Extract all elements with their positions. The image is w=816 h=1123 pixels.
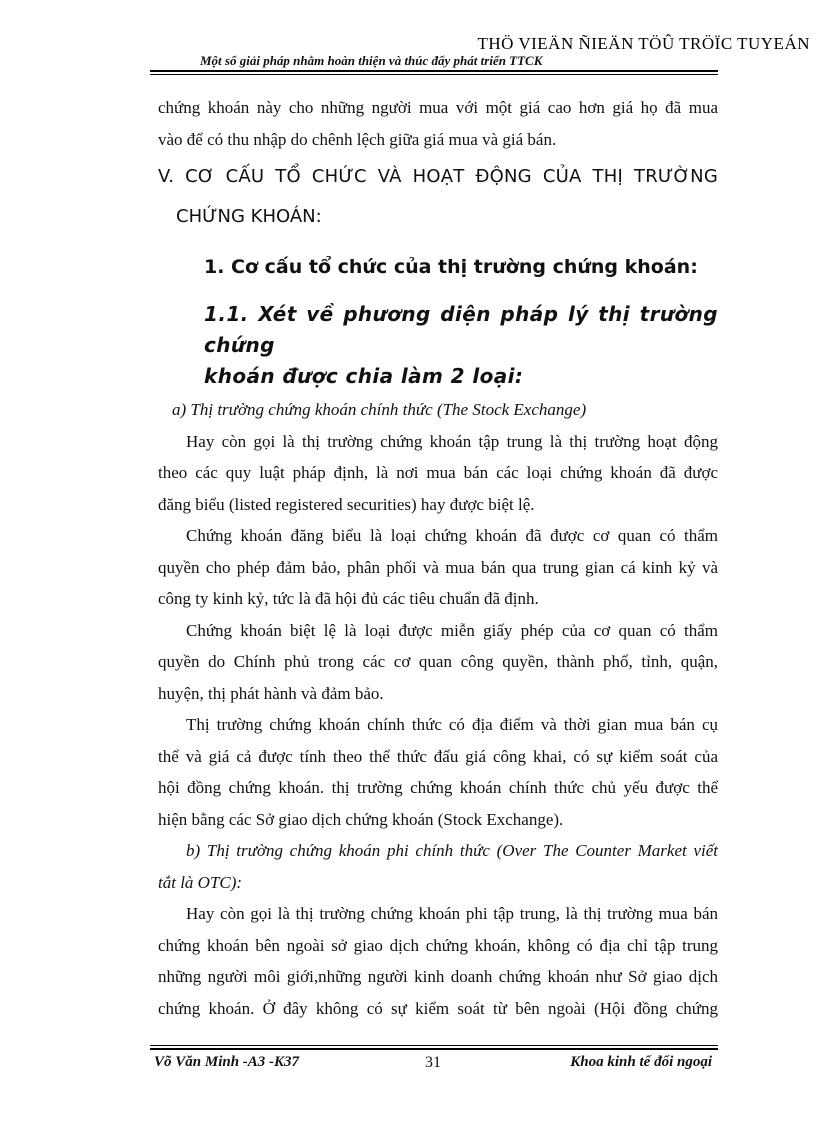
paragraph-line: Chứng khoán đăng biểu là loại chứng khoán đã được cơ quan có thẩm (186, 526, 718, 545)
paragraph-line: quyền cho phép đảm bảo, phân phối và mua bán qua trung gian cá kinh kỷ và (158, 557, 718, 577)
intro-line: chứng khoán này cho những người mua với một giá cao hơn giá họ đã mua (158, 98, 718, 117)
footer-faculty: Khoa kinh tế đối ngoại (570, 1054, 712, 1070)
paragraph-line: huyện, thị phát hành và đảm bảo. (158, 683, 384, 703)
paragraph-line: công ty kinh kỷ, tức là đã hội đủ các tiêu chuẩn đã định. (158, 589, 539, 608)
section-v-heading-line1: V. CƠ CẤU TỔ CHỨC VÀ HOẠT ĐỘNG CỦA THỊ TRƯỜNG (158, 166, 718, 187)
subheading-b: b) Thị trường chứng khoán phi chính thức (Over The Counter Market viết (186, 841, 718, 860)
paragraph-line: theo các quy luật pháp định, là nơi mua bán các loại chứng khoán đã được (158, 463, 718, 482)
paragraph-line: Thị trường chứng khoán chính thức có địa điểm và thời gian mua bán cụ (186, 715, 718, 734)
paragraph-line: quyền do Chính phủ trong các cơ quan công quyền, thành phố, tỉnh, quận, (158, 652, 718, 671)
header-divider (150, 70, 718, 75)
paragraph-line: đăng biểu (listed registered securities) hay được biệt lệ. (158, 494, 535, 514)
paragraph-line: thể và giá cả được tính theo thể thức đấu giá công khai, có sự kiểm soát của (158, 746, 718, 766)
document-header-title: Một số giải pháp nhằm hoàn thiện và thúc đẩy phát triển TTCK (200, 53, 543, 68)
watermark-text: THÖ VIEÄN ÑIEÄN TÖÛ TRÖÏC TUYEÁN (477, 34, 810, 53)
paragraph-line: những người môi giới,những người kinh doanh chứng khoán như Sở giao dịch (158, 967, 718, 986)
paragraph-line: Hay còn gọi là thị trường chứng khoán phi tập trung, là thị trường mua bán (186, 904, 718, 923)
paragraph-line: Hay còn gọi là thị trường chứng khoán tập trung là thị trường hoạt động (186, 431, 718, 451)
footer-divider (150, 1045, 718, 1050)
section-v-heading-line2: CHỨNG KHOÁN: (176, 206, 322, 227)
paragraph-line: chứng khoán bên ngoài sở giao dịch chứng khoán, không có địa chỉ tập trung (158, 935, 718, 955)
heading-1-1 (204, 299, 718, 392)
intro-line: vào để có thu nhập do chênh lệch giữa giá mua và giá bán. (158, 129, 557, 149)
paragraph-line: Chứng khoán biệt lệ là loại được miễn giấy phép của cơ quan có thẩm (186, 620, 718, 640)
subheading-b-cont: tắt là OTC): (158, 872, 243, 892)
subheading-a: a) Thị trường chứng khoán chính thức (The Stock Exchange) (172, 400, 587, 419)
page-footer (150, 1054, 718, 1076)
paragraph-line: chứng khoán. Ở đây không có sự kiểm soát từ bên ngoài (Hội đồng chứng (158, 998, 718, 1018)
heading-1-1-line2: khoán được chia làm 2 loại: (204, 364, 524, 388)
page-number: 31 (425, 1054, 441, 1071)
footer-author: Võ Văn Minh -A3 -K37 (154, 1054, 300, 1070)
heading-1: 1. Cơ cấu tổ chức của thị trường chứng khoán: (204, 256, 698, 278)
page-body (158, 92, 718, 1024)
heading-1-1-line1: 1.1. Xét về phương diện pháp lý thị trường chứng (204, 302, 718, 357)
paragraph-line: hội đồng chứng khoán. thị trường chứng khoán chính thức chủ yếu được thể (158, 778, 718, 797)
paragraph-line: hiện bằng các Sở giao dịch chứng khoán (Stock Exchange). (158, 809, 564, 829)
